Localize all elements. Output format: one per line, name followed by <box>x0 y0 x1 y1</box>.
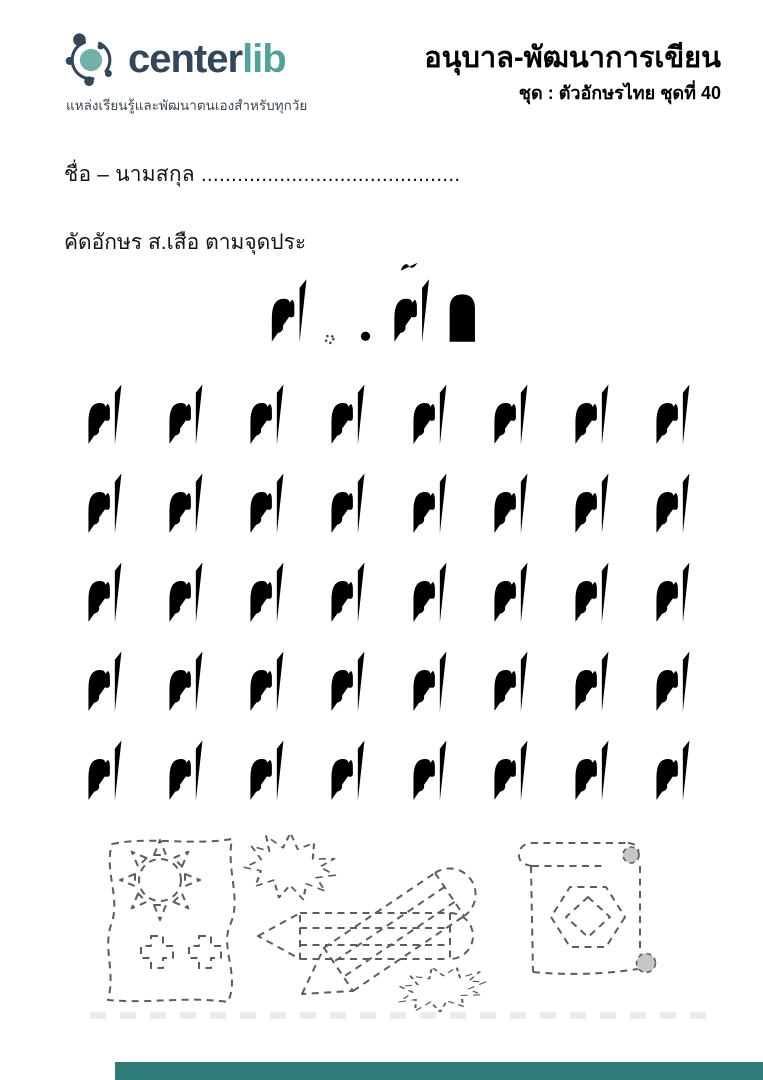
trace-letter <box>401 738 449 804</box>
diamond-shape <box>566 897 610 937</box>
dotted-heading-letters <box>251 258 513 346</box>
trace-letter <box>157 649 205 715</box>
name-dotted-line: ........................................... <box>200 163 461 186</box>
sun-icon <box>139 859 181 901</box>
trace-letter <box>238 560 286 626</box>
trace-letter <box>76 649 124 715</box>
trace-letter <box>482 382 530 448</box>
trace-letter <box>401 649 449 715</box>
footer-bar <box>115 1062 763 1080</box>
trace-row <box>76 560 692 626</box>
trace-letter <box>563 649 611 715</box>
trace-letter <box>238 649 286 715</box>
trace-letter <box>644 382 692 448</box>
trace-letter <box>157 382 205 448</box>
worksheet-subtitle: ชุด : ตัวอักษรไทย ชุดที่ 40 <box>518 83 721 104</box>
trace-letter <box>319 560 367 626</box>
trace-letter <box>157 738 205 804</box>
trace-letter <box>563 738 611 804</box>
trace-row <box>76 738 692 804</box>
trace-row <box>76 382 692 448</box>
brand-tagline: แหล่งเรียนรู้และพัฒนาตนเองสำหรับทุกวัย <box>66 98 308 113</box>
brand-logo <box>62 30 286 88</box>
trace-letter <box>238 471 286 537</box>
trace-letter <box>157 471 205 537</box>
centerlib-orbit-icon <box>62 30 120 88</box>
trace-letter <box>76 738 124 804</box>
trace-letter <box>482 649 530 715</box>
trace-letter <box>644 738 692 804</box>
starburst-icon <box>240 830 342 908</box>
bottom-illustrations <box>80 830 760 1025</box>
starburst-icon <box>395 960 488 1017</box>
pencil-icon <box>287 858 485 1015</box>
trace-letter <box>401 560 449 626</box>
trace-letter <box>563 471 611 537</box>
cross-shape <box>141 936 173 968</box>
practice-grid <box>76 382 692 827</box>
trace-letter <box>401 382 449 448</box>
worksheet-title: อนุบาล-พัฒนาการเขียน <box>424 42 721 74</box>
map-with-sun-icon <box>108 839 235 1002</box>
trace-letter <box>482 471 530 537</box>
trace-letter <box>319 382 367 448</box>
name-label: ชื่อ – นามสกุล <box>64 163 195 186</box>
trace-letter <box>319 738 367 804</box>
trace-letter <box>644 471 692 537</box>
trace-letter <box>238 382 286 448</box>
trace-letter <box>319 471 367 537</box>
scroll-with-hexagon-icon <box>519 843 656 974</box>
trace-letter <box>238 738 286 804</box>
trace-letter <box>76 471 124 537</box>
trace-letter <box>563 382 611 448</box>
trace-row <box>76 649 692 715</box>
trace-letter <box>482 738 530 804</box>
instruction-text: คัดอักษร ส.เสือ ตามจุดประ <box>64 231 307 254</box>
dotted-heading <box>251 258 513 351</box>
faint-watermark-line <box>90 1012 706 1019</box>
worksheet-header <box>424 42 721 107</box>
trace-letter <box>401 471 449 537</box>
trace-letter <box>76 382 124 448</box>
trace-letter <box>644 560 692 626</box>
trace-letter <box>482 560 530 626</box>
brand-name <box>128 39 286 79</box>
cross-shape <box>189 936 221 968</box>
brand-name-primary: center <box>128 37 243 81</box>
trace-letter <box>157 560 205 626</box>
brand-name-secondary: lib <box>242 37 286 81</box>
trace-letter <box>319 649 367 715</box>
trace-letter <box>563 560 611 626</box>
trace-row <box>76 471 692 537</box>
trace-letter <box>76 560 124 626</box>
trace-letter <box>644 649 692 715</box>
name-line <box>64 158 460 191</box>
